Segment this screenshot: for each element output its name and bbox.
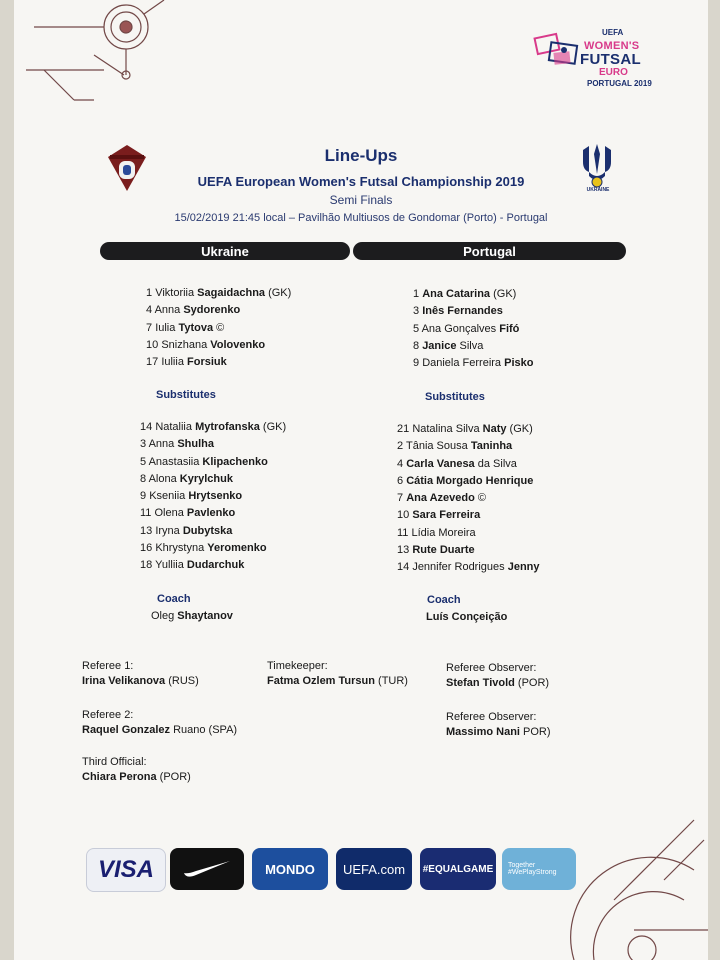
player-number: 10	[397, 509, 410, 522]
player-surname: Sydorenko	[183, 304, 241, 317]
player-surname: Taninha	[470, 440, 513, 453]
player-first-name: Yulliia	[155, 559, 187, 572]
player-row	[413, 286, 533, 303]
logo-womens-text: WOMEN'S	[584, 40, 640, 52]
player-row	[397, 542, 540, 559]
observer1-block	[446, 662, 549, 689]
player-suffix: (GK)	[265, 287, 292, 299]
player-number: 7	[397, 492, 404, 505]
player-surname: Yeromenko	[207, 542, 267, 555]
portugal-substitutes-heading: Substitutes	[425, 391, 485, 403]
player-first-name: Anna	[154, 304, 184, 317]
player-row	[397, 473, 540, 490]
player-surname: Shulha	[177, 438, 214, 451]
player-number: 7	[146, 321, 153, 334]
player-number: 2	[397, 440, 404, 453]
player-number: 11	[397, 526, 409, 539]
nike-swoosh-icon	[182, 859, 232, 879]
player-number: 3	[140, 438, 147, 451]
player-first-name: Olena	[154, 507, 187, 520]
uefa-com-logo: UEFA.com	[336, 848, 412, 890]
player-first-name: Ana Gonçalves	[421, 322, 500, 335]
player-number: 1	[413, 288, 420, 300]
timekeeper-block	[267, 660, 408, 687]
player-surname: Volovenko	[210, 338, 266, 351]
player-number: 10	[146, 338, 159, 351]
player-first-name: Anastasiia	[148, 455, 203, 468]
player-number: 1	[146, 287, 153, 299]
player-first-name: Iryna	[155, 524, 183, 537]
player-surname: Sagaidachna	[197, 287, 266, 299]
player-first-name: Jennifer Rodrigues	[412, 561, 508, 574]
player-row	[146, 354, 291, 371]
player-suffix: (GK)	[259, 421, 287, 433]
player-first-name: Kseniia	[149, 490, 189, 503]
player-surname: Fifó	[499, 322, 520, 335]
player-first-name: Iulia	[155, 321, 179, 334]
player-number: 11	[140, 507, 152, 520]
third-official-value: Chiara Perona (POR)	[82, 771, 191, 783]
player-first-name: Alona	[148, 472, 180, 485]
player-row	[397, 525, 540, 542]
competition-title: UEFA European Women's Futsal Championship 2019	[197, 174, 525, 189]
player-suffix: Silva	[456, 339, 484, 352]
equalgame-logo: #EQUALGAME	[420, 848, 496, 890]
player-suffix: (GK)	[506, 423, 533, 435]
lineup-sheet	[14, 0, 708, 960]
logo-host-text: PORTUGAL 2019	[587, 79, 652, 88]
player-number: 13	[140, 524, 153, 537]
logo-euro-text: EURO	[599, 67, 628, 78]
player-surname: Dudarchuk	[186, 559, 245, 572]
player-surname: Forsiuk	[187, 356, 227, 369]
player-row	[413, 321, 533, 338]
player-suffix: da Silva	[474, 457, 517, 470]
player-row	[146, 320, 291, 337]
logo-uefa-text: UEFA	[602, 28, 624, 37]
observer2-value: Massimo Nani POR)	[446, 726, 551, 738]
player-number: 13	[397, 544, 410, 557]
player-number: 8	[140, 472, 147, 485]
player-first-name: Nataliia	[155, 421, 196, 433]
match-details: 15/02/2019 21:45 local – Pavilhão Multiusos de Gondomar (Porto) - Portugal	[174, 212, 548, 224]
player-number: 5	[140, 455, 147, 468]
player-row	[146, 337, 291, 354]
referee1-label: Referee 1:	[82, 660, 134, 672]
player-surname: Pisko	[504, 357, 534, 370]
player-surname: Janice	[422, 339, 457, 352]
player-surname: Naty	[482, 423, 507, 435]
player-surname: Mytrofanska	[195, 421, 260, 433]
player-number: 8	[413, 339, 420, 352]
player-first-name: Natalina Silva	[412, 423, 483, 435]
player-first-name: Daniela Ferreira	[422, 357, 505, 370]
portugal-coach-heading: Coach	[427, 594, 461, 606]
player-row	[397, 507, 540, 524]
ukraine-crest-label: UKRAINE	[586, 187, 610, 193]
ukraine-substitutes-list	[140, 419, 286, 575]
third-official-block	[82, 756, 191, 783]
player-surname: Carla Vanesa	[406, 457, 475, 470]
player-surname: Hrytsenko	[188, 490, 243, 503]
ukraine-starters-list	[146, 285, 291, 371]
player-row	[413, 355, 533, 372]
nike-logo	[170, 848, 244, 890]
team-bar-portugal: Portugal	[353, 242, 626, 260]
player-first-name: Snizhana	[161, 338, 211, 351]
player-first-name: Anna	[148, 438, 178, 451]
player-number: 4	[146, 304, 153, 317]
player-number: 9	[413, 357, 420, 370]
player-number: 6	[397, 474, 404, 487]
player-number: 9	[140, 490, 147, 503]
player-suffix: (GK)	[490, 288, 517, 300]
player-row	[140, 471, 286, 488]
player-surname: Pavlenko	[186, 507, 236, 520]
third-official-label: Third Official:	[82, 756, 147, 768]
player-row	[413, 338, 533, 355]
player-row	[146, 285, 291, 302]
ukraine-coach-heading: Coach	[157, 593, 191, 605]
player-first-name: Viktoriia	[155, 287, 198, 299]
player-surname: Klipachenko	[202, 455, 268, 468]
observer2-block	[446, 711, 551, 738]
referee1-value: Irina Velikanova (RUS)	[82, 675, 199, 687]
ukraine-substitutes-heading: Substitutes	[156, 389, 216, 401]
player-row	[397, 421, 540, 438]
player-surname: Cátia Morgado Henrique	[406, 474, 534, 487]
player-number: 21	[397, 423, 410, 435]
player-number: 18	[140, 559, 153, 572]
player-row	[397, 456, 540, 473]
player-surname: Sara Ferreira	[412, 509, 481, 522]
mondo-logo: MONDO	[252, 848, 328, 890]
player-first-name: Tânia Sousa	[405, 440, 471, 453]
observer1-value: Stefan Tivold (POR)	[446, 677, 550, 689]
player-surname: Kyrylchuk	[179, 472, 233, 485]
player-first-name: Lídia Moreira	[411, 526, 476, 539]
player-number: 14	[140, 421, 153, 433]
ukraine-coach-name: Oleg Shaytanov	[151, 610, 233, 622]
player-number: 16	[140, 542, 153, 555]
player-surname: Tytova	[178, 321, 214, 334]
team-bar-ukraine: Ukraine	[100, 242, 350, 260]
player-row	[140, 419, 286, 436]
referee2-block	[82, 709, 237, 736]
timekeeper-label: Timekeeper:	[267, 660, 328, 672]
player-row	[413, 303, 533, 320]
round-label: Semi Finals	[329, 193, 393, 207]
observer1-label: Referee Observer:	[446, 662, 537, 674]
player-row	[140, 523, 286, 540]
referee2-label: Referee 2:	[82, 709, 134, 721]
referee1-block	[82, 660, 199, 687]
player-surname: Dubytska	[182, 524, 233, 537]
player-surname: Rute Duarte	[412, 544, 475, 557]
portugal-coach-name: Luís Conçeição	[426, 611, 508, 623]
player-number: 5	[413, 322, 420, 335]
visa-logo: VISA	[86, 848, 166, 892]
player-row	[146, 302, 291, 319]
portugal-substitutes-list	[397, 421, 540, 577]
player-row	[140, 436, 286, 453]
player-first-name: Khrystyna	[155, 542, 208, 555]
logo-futsal-text: FUTSAL	[580, 51, 641, 68]
player-row	[397, 438, 540, 455]
player-surname: Ana Catarina	[422, 288, 491, 300]
player-surname: Ana Azevedo	[406, 492, 475, 505]
player-surname: Jenny	[507, 561, 540, 574]
portugal-starters-list	[413, 286, 533, 372]
player-number: 17	[146, 356, 159, 369]
player-row	[140, 505, 286, 522]
player-row	[140, 454, 286, 471]
weplaystrong-logo: Together #WePlayStrong	[502, 848, 576, 890]
player-row	[140, 540, 286, 557]
player-number: 14	[397, 561, 410, 574]
timekeeper-value: Fatma Ozlem Tursun (TUR)	[267, 675, 408, 687]
player-row	[140, 488, 286, 505]
player-suffix: ©	[213, 321, 225, 334]
player-first-name: Iuliia	[161, 356, 187, 369]
player-row	[397, 490, 540, 507]
observer2-label: Referee Observer:	[446, 711, 537, 723]
player-suffix: ©	[474, 492, 487, 505]
player-number: 4	[397, 457, 404, 470]
player-number: 3	[413, 305, 420, 318]
player-surname: Inês Fernandes	[422, 305, 503, 318]
player-row	[397, 559, 540, 576]
player-row	[140, 557, 286, 574]
page-title: Line-Ups	[324, 146, 398, 165]
referee2-value: Raquel Gonzalez Ruano (SPA)	[82, 724, 238, 736]
